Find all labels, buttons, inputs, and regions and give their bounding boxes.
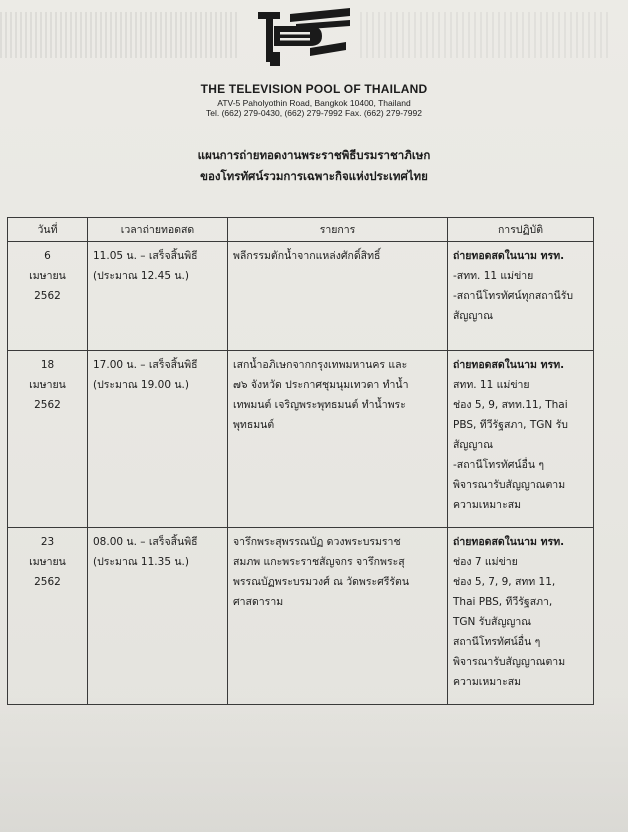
action-line: สัญญาณ xyxy=(453,310,493,322)
action-line: -สถานีโทรทัศน์อื่น ๆ xyxy=(453,459,545,471)
table-header-row xyxy=(8,218,594,242)
time-cell xyxy=(88,351,228,528)
action-heading: ถ่ายทอดสดในนาม ทรท. xyxy=(453,359,565,371)
date-month: เมษายน xyxy=(29,379,66,391)
program-text: พลีกรรมตักน้ำจากแหล่งศักดิ์สิทธิ์ xyxy=(233,250,381,262)
date-month: เมษายน xyxy=(29,556,66,568)
program-text: จารึกพระสุพรรณบัฏ ดวงพระบรมราช xyxy=(233,536,401,548)
action-cell xyxy=(448,242,594,351)
program-text: พุทธมนต์ xyxy=(233,419,275,431)
action-line: ช่อง 7 แม่ข่าย xyxy=(453,556,518,568)
program-text: เทพมนต์ เจริญพระพุทธมนต์ ทำน้ำพระ xyxy=(233,399,406,411)
time-start: 11.05 น. – เสร็จสิ้นพิธี xyxy=(93,250,198,262)
org-contact: Tel. (662) 279-0430, (662) 279-7992 Fax. (662) 279-7992 xyxy=(206,108,422,118)
action-line: สัญญาณ xyxy=(453,439,493,451)
action-line: -สถานีโทรทัศน์ทุกสถานีรับ xyxy=(453,290,574,302)
program-cell xyxy=(228,242,448,351)
action-line: TGN รับสัญญาณ xyxy=(453,616,531,628)
time-estimate: (ประมาณ 11.35 น.) xyxy=(93,556,189,568)
tpt-logo-icon xyxy=(250,8,354,68)
column-header-date: วันที่ xyxy=(8,218,88,242)
table-row xyxy=(8,528,594,705)
document-title: แผนการถ่ายทอดงานพระราชพิธีบรมราชาภิเษก xyxy=(197,148,431,162)
action-line: ช่อง 5, 7, 9, สทท 11, xyxy=(453,576,556,588)
program-cell xyxy=(228,528,448,705)
table-row xyxy=(8,351,594,528)
date-cell xyxy=(8,528,88,705)
date-year: 2562 xyxy=(34,576,61,588)
scan-shadow xyxy=(0,690,628,832)
scan-noise-right xyxy=(360,12,610,58)
time-estimate: (ประมาณ 12.45 น.) xyxy=(93,270,189,282)
action-line: ความเหมาะสม xyxy=(453,499,522,511)
date-year: 2562 xyxy=(34,399,61,411)
program-text: ศาสดาราม xyxy=(233,596,284,608)
action-line: ช่อง 5, 9, สทท.11, Thai xyxy=(453,399,568,411)
scan-noise-left xyxy=(0,12,240,58)
action-line: -สทท. 11 แม่ข่าย xyxy=(453,270,534,282)
time-cell xyxy=(88,242,228,351)
document-subtitle: ของโทรทัศน์รวมการเฉพาะกิจแห่งประเทศไทย xyxy=(200,169,428,183)
action-line: สถานีโทรทัศน์อื่น ๆ xyxy=(453,636,541,648)
program-text: เสกน้ำอภิเษกจากกรุงเทพมหานคร และ xyxy=(233,359,408,371)
time-start: 17.00 น. – เสร็จสิ้นพิธี xyxy=(93,359,198,371)
time-start: 08.00 น. – เสร็จสิ้นพิธี xyxy=(93,536,198,548)
date-day: 23 xyxy=(40,536,55,548)
program-text: พรรณบัฏพระบรมวงศ์ ณ วัดพระศรีรัตน xyxy=(233,576,410,588)
action-heading: ถ่ายทอดสดในนาม ทรท. xyxy=(453,536,565,548)
time-estimate: (ประมาณ 19.00 น.) xyxy=(93,379,189,391)
action-line: สทท. 11 แม่ข่าย xyxy=(453,379,530,391)
action-line: พิจารณารับสัญญาณตาม xyxy=(453,479,566,491)
date-day: 6 xyxy=(44,250,51,262)
date-cell xyxy=(8,242,88,351)
action-cell xyxy=(448,351,594,528)
action-heading: ถ่ายทอดสดในนาม ทรท. xyxy=(453,250,565,262)
org-name: THE TELEVISION POOL OF THAILAND xyxy=(200,82,428,96)
table-row xyxy=(8,242,594,351)
column-header-action: การปฏิบัติ xyxy=(448,218,594,242)
column-header-program: รายการ xyxy=(228,218,448,242)
org-address: ATV-5 Paholyothin Road, Bangkok 10400, Thailand xyxy=(217,98,411,108)
column-header-time: เวลาถ่ายทอดสด xyxy=(88,218,228,242)
date-cell xyxy=(8,351,88,528)
time-cell xyxy=(88,528,228,705)
program-text: ๗๖ จังหวัด ประกาศชุมนุมเทวดา ทำน้ำ xyxy=(233,379,409,391)
action-cell xyxy=(448,528,594,705)
date-year: 2562 xyxy=(34,290,61,302)
action-line: ความเหมาะสม xyxy=(453,676,522,688)
broadcast-schedule-table xyxy=(7,217,594,705)
action-line: Thai PBS, ทีวีรัฐสภา, xyxy=(453,596,553,608)
action-line: พิจารณารับสัญญาณตาม xyxy=(453,656,566,668)
program-cell xyxy=(228,351,448,528)
date-month: เมษายน xyxy=(29,270,66,282)
action-line: PBS, ทีวีรัฐสภา, TGN รับ xyxy=(453,419,568,431)
program-text: สมภพ แกะพระราชสัญจกร จารึกพระสุ xyxy=(233,556,405,568)
date-day: 18 xyxy=(40,359,55,371)
